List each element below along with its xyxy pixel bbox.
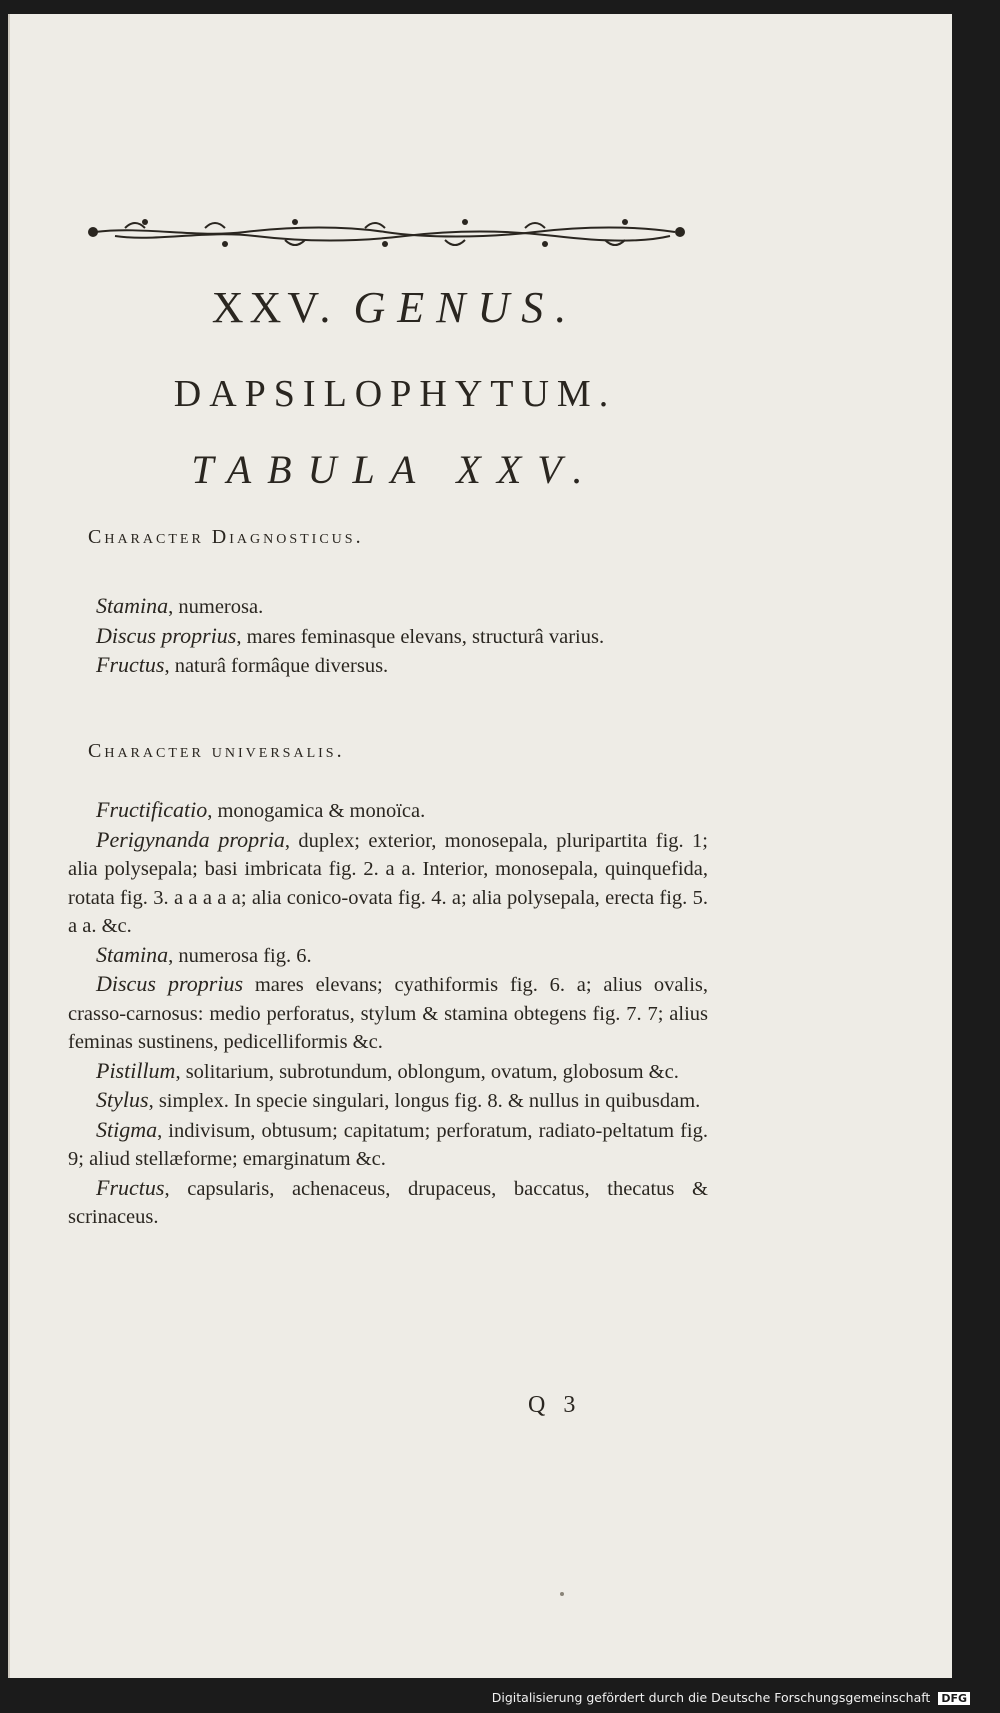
universalis-entry: [68, 796, 708, 826]
entry-text: , monogamica & monoïca.: [207, 800, 426, 822]
diagnosticus-text: [68, 592, 708, 681]
entry-text: , duplex; exterior, monosepala, pluripartita fig. 1; alia polysepala; basi imbricata fig. 2. a a. Interior, monosepala, quinquefida, rotata fig. 3. a a a a a; alia conico-ovata fig. 4. a; alia polysepala, erecta fig. 5. a a. &c.: [68, 829, 709, 937]
entry-term: Perigynanda propria: [96, 826, 285, 852]
entry-text: , capsularis, achenaceus, drupaceus, baccatus, thecatus & scrinaceus.: [68, 1177, 708, 1228]
universalis-entry: [68, 826, 708, 941]
entry-term: Discus proprius: [96, 622, 237, 648]
entry-term: Stamina: [96, 593, 169, 618]
entry-text: , solitarium, subrotundum, oblongum, ovatum, globosum &c.: [175, 1060, 679, 1083]
signature-catchword: Q 3: [528, 1392, 582, 1418]
book-page: [8, 14, 952, 1678]
tabula-label: TABULA XXV.: [191, 447, 599, 492]
genus-number: XXV.: [211, 283, 337, 332]
paper-speck: [560, 1592, 564, 1596]
ornamental-vine-border: [85, 210, 690, 256]
universalis-text: [68, 796, 708, 1232]
entry-text: , numerosa fig. 6.: [168, 944, 312, 967]
diagnosticus-entry: [68, 651, 708, 681]
universalis-entry: [68, 1086, 708, 1116]
entry-text: , simplex. In specie singulari, longus fig. 8. & nullus in quibusdam.: [148, 1090, 701, 1112]
entry-term: Stylus: [96, 1087, 149, 1112]
universalis-entry: [68, 1057, 708, 1087]
digitization-credit-text: Digitalisierung gefördert durch die Deutsche Forschungsgemeinschaft: [491, 1690, 931, 1705]
genus-word: GENUS.: [353, 283, 579, 332]
entry-term: Stigma: [96, 1116, 158, 1142]
universalis-entry: [68, 1116, 708, 1174]
universalis-entry: [68, 941, 708, 971]
entry-text: , indivisum, obtusum; capitatum; perforatum, radiato-peltatum fig. 9; aliud stellæforme; emarginatum &c.: [68, 1119, 708, 1170]
genus-heading: [10, 282, 780, 333]
diagnosticus-entry: [68, 592, 708, 622]
universalis-entry: [68, 1174, 708, 1232]
digitization-credit: [492, 1690, 970, 1705]
section-heading-diagnosticus: Character Diagnosticus.: [88, 526, 364, 548]
entry-term: Fructus: [96, 1174, 165, 1200]
entry-term: Discus proprius: [96, 971, 244, 996]
entry-text: mares elevans; cyathiformis fig. 6. a; alius ovalis, crasso-carnosus: medio perforatus, stylum & stamina obtegens fig. 7. 7; alius feminas sustinens, pedicelliformis &c.: [68, 974, 708, 1053]
universalis-entry: [68, 970, 708, 1057]
entry-term: Fructus: [96, 652, 165, 677]
entry-term: Fructificatio: [96, 797, 208, 822]
genus-name: DAPSILOPHYTUM.: [173, 373, 617, 415]
entry-text: , mares feminasque elevans, structurâ varius.: [236, 625, 605, 648]
entry-term: Pistillum: [96, 1057, 176, 1083]
entry-term: Stamina: [96, 941, 169, 967]
diagnosticus-entry: [68, 622, 708, 652]
entry-text: , naturâ formâque diversus.: [164, 655, 389, 677]
section-heading-universalis: Character universalis.: [88, 740, 345, 762]
entry-text: , numerosa.: [168, 596, 264, 618]
dfg-logo: DFG: [938, 1692, 970, 1705]
